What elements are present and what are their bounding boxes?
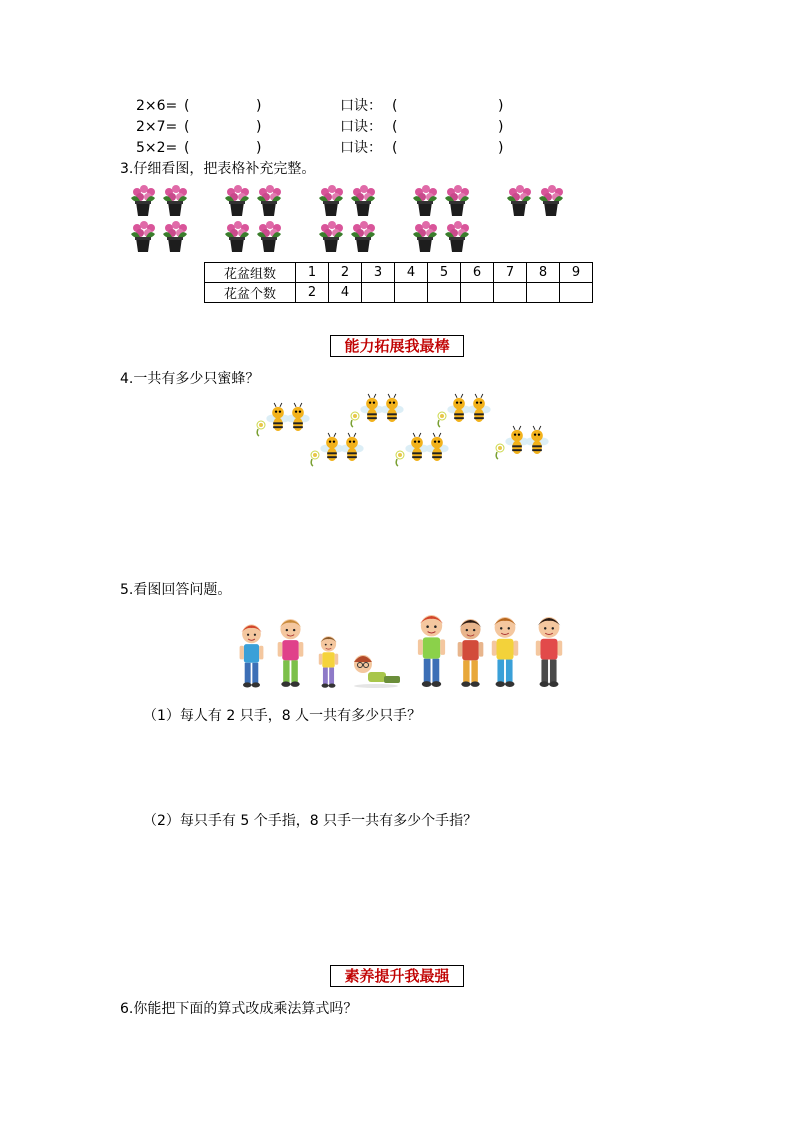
table-cell: 6 bbox=[461, 263, 494, 283]
flower-pot-icon bbox=[222, 184, 252, 218]
table-cell[interactable] bbox=[428, 283, 461, 303]
koujue-paren-left: ( bbox=[392, 98, 398, 114]
equation-expr: 5×2= bbox=[136, 140, 178, 156]
flower-pot-icon bbox=[222, 220, 252, 254]
table-cell: 4 bbox=[329, 283, 362, 303]
flower-pot-icon bbox=[254, 184, 284, 218]
equation-expr: 2×6= bbox=[136, 98, 178, 114]
koujue-label: 口诀： bbox=[340, 140, 382, 156]
bee-icon bbox=[467, 393, 491, 423]
table-cell: 7 bbox=[494, 263, 527, 283]
flower-pot-icon bbox=[536, 184, 566, 218]
table-row bbox=[205, 283, 593, 303]
child-icon bbox=[488, 614, 522, 690]
section-banner-ability: 能力拓展我最棒 bbox=[330, 335, 464, 357]
table-cell: 5 bbox=[428, 263, 461, 283]
flower-pot-icon bbox=[348, 184, 378, 218]
table-cell: 1 bbox=[296, 263, 329, 283]
table-cell[interactable] bbox=[395, 283, 428, 303]
bee-icon bbox=[286, 402, 310, 432]
table-cell: 9 bbox=[560, 263, 593, 283]
table-cell: 2 bbox=[329, 263, 362, 283]
answer-paren-right: ) bbox=[256, 119, 262, 135]
question-5-sub-2: （2）每只手有 5 个手指，8 只手一共有多少个手指？ bbox=[143, 813, 478, 829]
flower-pot-icon bbox=[128, 184, 158, 218]
flower-pot-icon bbox=[128, 220, 158, 254]
child-icon bbox=[316, 634, 341, 690]
flower-pot-icon bbox=[504, 184, 534, 218]
flower-pot-icon bbox=[160, 220, 190, 254]
answer-paren-left: ( bbox=[184, 98, 190, 114]
table-cell[interactable] bbox=[461, 283, 494, 303]
koujue-paren-left: ( bbox=[392, 119, 398, 135]
child-icon bbox=[454, 616, 487, 690]
flower-pot-icon bbox=[316, 184, 346, 218]
question-5-title: 5.看图回答问题。 bbox=[120, 582, 232, 598]
answer-paren-left: ( bbox=[184, 119, 190, 135]
flower-pot-icon bbox=[442, 220, 472, 254]
koujue-paren-right: ) bbox=[498, 98, 504, 114]
flower-pot-icon bbox=[410, 184, 440, 218]
bee-icon bbox=[525, 425, 549, 455]
flower-pot-icon bbox=[254, 220, 284, 254]
table-header-groups: 花盆组数 bbox=[205, 263, 296, 283]
child-icon bbox=[414, 612, 449, 690]
child-icon bbox=[274, 616, 307, 690]
koujue-label: 口诀： bbox=[340, 119, 382, 135]
table-header-counts: 花盆个数 bbox=[205, 283, 296, 303]
bee-icon bbox=[380, 393, 404, 423]
child-icon bbox=[236, 622, 267, 690]
answer-paren-left: ( bbox=[184, 140, 190, 156]
koujue-paren-right: ) bbox=[498, 119, 504, 135]
flower-pot-icon bbox=[316, 220, 346, 254]
flower-pot-icon bbox=[442, 184, 472, 218]
equation-expr: 2×7= bbox=[136, 119, 178, 135]
answer-paren-right: ) bbox=[256, 140, 262, 156]
child-icon bbox=[532, 614, 566, 690]
koujue-label: 口诀： bbox=[340, 98, 382, 114]
koujue-paren-right: ) bbox=[498, 140, 504, 156]
question-5-sub-1: （1）每人有 2 只手，8 人一共有多少只手？ bbox=[143, 708, 422, 724]
table-row bbox=[205, 263, 593, 283]
koujue-paren-left: ( bbox=[392, 140, 398, 156]
flower-pot-table bbox=[204, 262, 593, 303]
question-6-title: 6.你能把下面的算式改成乘法算式吗？ bbox=[120, 1001, 358, 1017]
child-icon bbox=[350, 652, 402, 690]
flower-pot-icon bbox=[348, 220, 378, 254]
table-cell: 8 bbox=[527, 263, 560, 283]
flower-pot-icon bbox=[410, 220, 440, 254]
table-cell: 3 bbox=[362, 263, 395, 283]
table-cell[interactable] bbox=[362, 283, 395, 303]
bee-icon bbox=[425, 432, 449, 462]
question-4-title: 4.一共有多少只蜜蜂？ bbox=[120, 371, 260, 387]
bee-icon bbox=[340, 432, 364, 462]
table-cell[interactable] bbox=[494, 283, 527, 303]
flower-pot-icon bbox=[160, 184, 190, 218]
section-banner-literacy: 素养提升我最强 bbox=[330, 965, 464, 987]
table-cell: 4 bbox=[395, 263, 428, 283]
table-cell[interactable] bbox=[527, 283, 560, 303]
answer-paren-right: ) bbox=[256, 98, 262, 114]
table-cell[interactable] bbox=[560, 283, 593, 303]
question-3-title: 3.仔细看图，把表格补充完整。 bbox=[120, 161, 316, 177]
table-cell: 2 bbox=[296, 283, 329, 303]
